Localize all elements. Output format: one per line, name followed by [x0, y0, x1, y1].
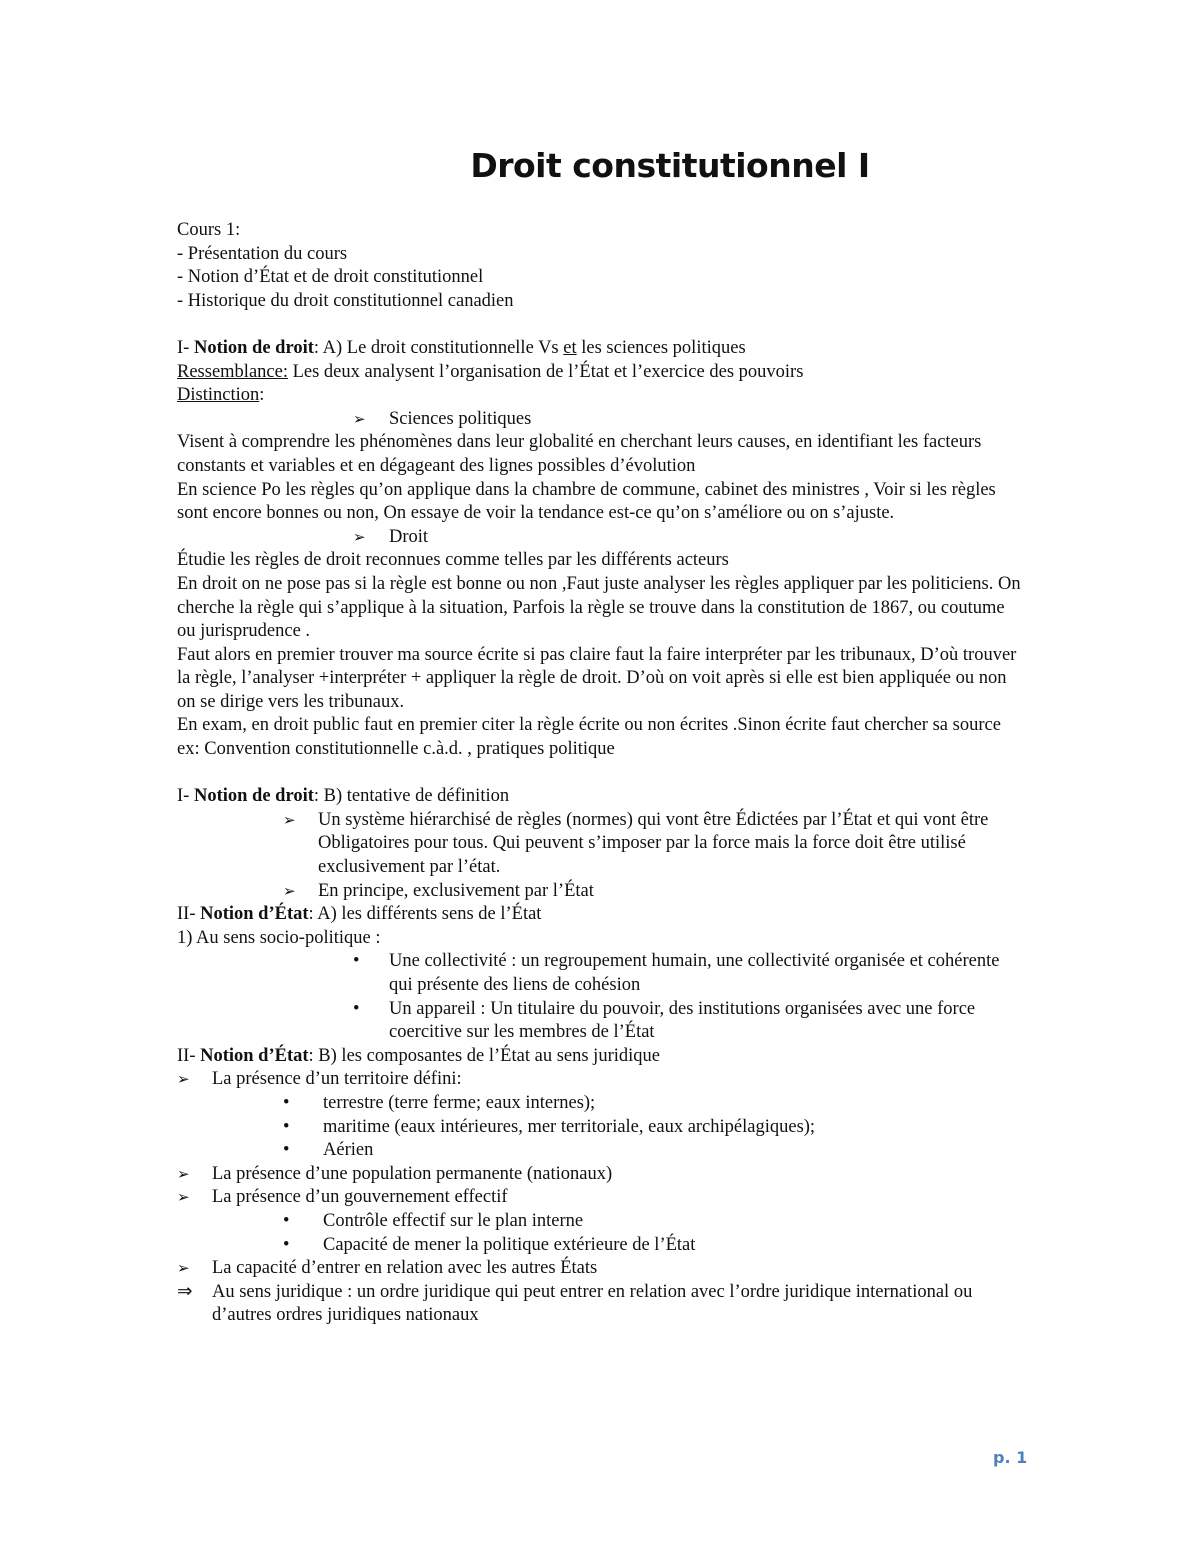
paragraph: En science Po les règles qu’on applique dans la chambre de commune, cabinet des ministres , Voir si les règles sont encore bonnes ou non, On essaye de voir la tendance est-ce qu’on s’améliore ou on s’ajuste. [177, 479, 996, 524]
section-heading-droit-a: I- Notion de droit: A) Le droit constitutionnelle Vs et les sciences politiques [177, 337, 746, 358]
dot-bullet-icon: • [283, 1116, 290, 1137]
arrow-bullet-icon: ➢ [177, 1070, 190, 1089]
arrow-bullet-icon: ➢ [177, 1188, 190, 1207]
paragraph: En exam, en droit public faut en premier citer la règle écrite ou non écrites .Sinon écrite faut chercher sa source ex: Convention constitutionnelle c.à.d. , pratiques politique [177, 715, 1001, 760]
section-heading-droit-b: I- Notion de droit: B) tentative de définition [177, 786, 510, 807]
arrow-bullet-icon: ➢ [353, 527, 366, 546]
list-item: ➢ La présence d’un territoire défini: [177, 1068, 1027, 1092]
dot-bullet-icon: • [353, 951, 360, 972]
arrow-bullet-icon: ➢ [283, 881, 296, 900]
conclusion-item: ⇒ Au sens juridique : un ordre juridique qui peut entrer en relation avec l’ordre juridique international ou d’autres ordres juridiques nationaux [177, 1281, 973, 1326]
list-item: ➢ Sciences politiques [177, 408, 1027, 432]
dot-bullet-icon: • [283, 1140, 290, 1161]
ressemblance-label: Ressemblance: [177, 361, 288, 382]
page-number: p. 1 [993, 1448, 1028, 1467]
cours-item: - Historique du droit constitutionnel canadien [177, 290, 514, 311]
list-item: ➢ La présence d’une population permanente (nationaux) [177, 1163, 1027, 1187]
arrow-bullet-icon: ➢ [283, 810, 296, 829]
list-item: ➢ La présence d’un gouvernement effectif [177, 1186, 1027, 1210]
arrow-bullet-icon: ➢ [177, 1164, 190, 1183]
dot-bullet-icon: • [283, 1234, 290, 1255]
cours-item: - Notion d’État et de droit constitutionnel [177, 267, 484, 288]
dot-bullet-icon: • [283, 1092, 290, 1113]
arrow-bullet-icon: ➢ [353, 409, 366, 428]
list-item: • Aérien [177, 1139, 1027, 1163]
list-item: ➢ Droit [177, 526, 1027, 550]
list-item: • terrestre (terre ferme; eaux internes); [177, 1092, 1027, 1116]
paragraph: En droit on ne pose pas si la règle est bonne ou non ,Faut juste analyser les règles appliquer par les politiciens. On cherche la règle qui s’applique à la situation, Parfois la règle se trouve dans la constitution de 1867, ou coutume ou jurisprudence . [177, 573, 1021, 642]
implies-arrow-icon: ⇒ [177, 1281, 193, 1302]
document-body [177, 219, 1027, 1328]
cours-item: - Présentation du cours [177, 243, 348, 264]
document-title: Droit constitutionnel I [470, 146, 870, 185]
list-item: • Un appareil : Un titulaire du pouvoir, des institutions organisées avec une force coercitive sur les membres de l’État [353, 998, 976, 1043]
list-item: • Contrôle effectif sur le plan interne [177, 1210, 1027, 1234]
dot-bullet-icon: • [353, 998, 360, 1019]
list-item: ➢ En principe, exclusivement par l’État [177, 880, 1027, 904]
list-item: • Une collectivité : un regroupement humain, une collectivité organisée et cohérente qui présente des liens de cohésion [353, 951, 1000, 995]
dot-bullet-icon: • [283, 1210, 290, 1231]
ressemblance-line: Ressemblance: Les deux analysent l’organisation de l’État et l’exercice des pouvoirs [177, 361, 804, 382]
section-heading-etat-b: II- Notion d’État: B) les composantes de l’État au sens juridique [177, 1045, 660, 1066]
paragraph: Visent à comprendre les phénomènes dans leur globalité en cherchant leurs causes, en identifiant les facteurs constants et variables et en dégageant des lignes possibles d’évolution [177, 432, 982, 476]
subheading: 1) Au sens socio-politique : [177, 927, 381, 948]
cours-heading: Cours 1: [177, 220, 241, 240]
paragraph: Faut alors en premier trouver ma source écrite si pas claire faut la faire interpréter par les tribunaux, D’où trouver la règle, l’analyser +interpréter + appliquer la règle de droit. D’où on voit après si elle est bien appliquée ou non on se dirige vers les tribunaux. [177, 644, 1017, 712]
list-item: ➢ La capacité d’entrer en relation avec les autres États [177, 1257, 1027, 1281]
list-item: ➢ Un système hiérarchisé de règles (normes) qui vont être Édictées par l’État et qui vont être Obligatoires pour tous. Qui peuvent s’imposer par la force mais la force doit être utilisé exclusivement par l’état. [283, 809, 989, 878]
list-item: • maritime (eaux intérieures, mer territoriale, eaux archipélagiques); [177, 1116, 1027, 1140]
distinction-line: Distinction: [177, 385, 265, 406]
list-item: • Capacité de mener la politique extérieure de l’État [177, 1234, 1027, 1258]
paragraph: Étudie les règles de droit reconnues comme telles par les différents acteurs [177, 550, 729, 571]
section-heading-etat-a: II- Notion d’État: A) les différents sens de l’État [177, 904, 542, 925]
arrow-bullet-icon: ➢ [177, 1259, 190, 1278]
distinction-label: Distinction [177, 385, 260, 406]
